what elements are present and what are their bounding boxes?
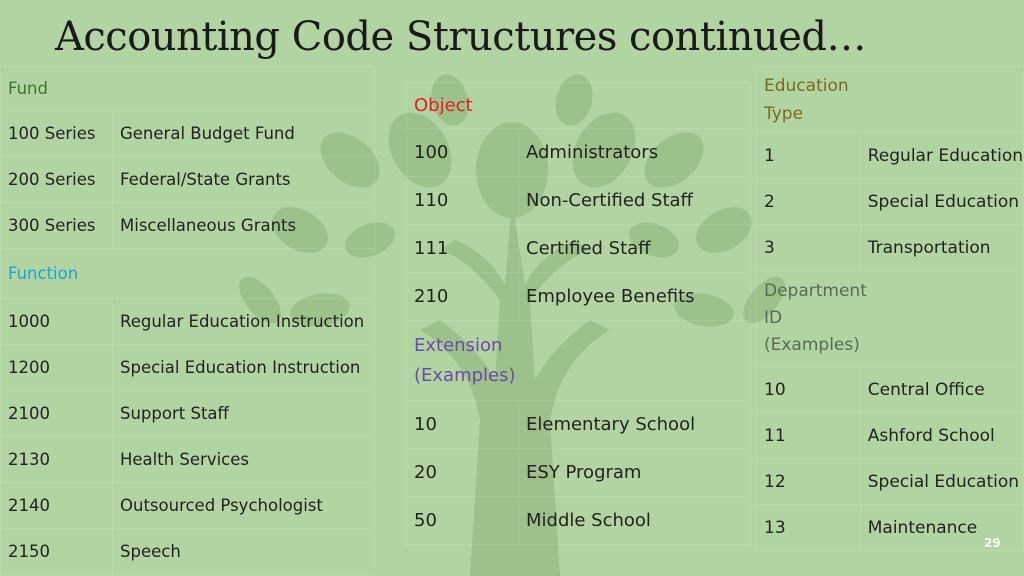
education-label: Transportation (860, 225, 1023, 271)
education-label: Special Education (860, 179, 1023, 225)
table-row (1, 299, 375, 345)
extension-code: 20 (407, 449, 519, 497)
department-label: Central Office (860, 367, 1023, 413)
page-title: Accounting Code Structures continued… (55, 14, 866, 60)
table-row (757, 367, 1024, 413)
department-header-line1: Department (764, 281, 867, 301)
table-row (1, 203, 375, 249)
table-row (407, 129, 751, 177)
function-label: Health Services (113, 437, 375, 483)
object-header: Object (407, 83, 751, 129)
fund-label: Federal/State Grants (113, 157, 375, 203)
object-code: 100 (407, 129, 519, 177)
extension-label: Elementary School (519, 401, 751, 449)
fund-header-row (1, 67, 375, 111)
department-code: 10 (757, 367, 861, 413)
table-row (757, 133, 1024, 179)
object-code: 210 (407, 273, 519, 321)
department-header-line2: ID (764, 308, 783, 328)
department-header-row (757, 271, 1024, 367)
extension-code: 50 (407, 497, 519, 545)
education-code: 3 (757, 225, 861, 271)
extension-header-line1: Extension (414, 334, 503, 356)
education-code: 1 (757, 133, 861, 179)
function-code: 1200 (1, 345, 113, 391)
object-code: 110 (407, 177, 519, 225)
object-extension-table (406, 82, 751, 545)
table-row (1, 345, 375, 391)
education-label: Regular Education (860, 133, 1023, 179)
fund-label: Miscellaneous Grants (113, 203, 375, 249)
education-header-line2: Type (764, 103, 804, 124)
extension-label: ESY Program (519, 449, 751, 497)
table-row (407, 401, 751, 449)
table-row (407, 497, 751, 545)
function-label: Special Education Instruction (113, 345, 375, 391)
department-code: 12 (757, 459, 861, 505)
department-header-line3: (Examples) (764, 335, 860, 355)
function-label: Support Staff (113, 391, 375, 437)
table-row (407, 225, 751, 273)
extension-header (407, 321, 751, 401)
object-label: Certified Staff (519, 225, 751, 273)
extension-header-line2: (Examples) (414, 364, 516, 386)
fund-header: Fund (1, 67, 375, 111)
table-row (407, 177, 751, 225)
function-header: Function (1, 249, 375, 299)
function-code: 2140 (1, 483, 113, 529)
function-header-row (1, 249, 375, 299)
function-code: 2100 (1, 391, 113, 437)
education-type-header (757, 67, 1024, 133)
object-code: 111 (407, 225, 519, 273)
page-number: 29 (984, 536, 1001, 550)
extension-code: 10 (407, 401, 519, 449)
table-row (1, 391, 375, 437)
education-code: 2 (757, 179, 861, 225)
object-label: Non-Certified Staff (519, 177, 751, 225)
fund-code: 300 Series (1, 203, 113, 249)
table-row (1, 437, 375, 483)
function-label: Outsourced Psychologist (113, 483, 375, 529)
function-label: Regular Education Instruction (113, 299, 375, 345)
function-label: Speech (113, 529, 375, 575)
department-header (757, 271, 1024, 367)
department-label: Special Education (860, 459, 1023, 505)
fund-function-table (0, 66, 375, 575)
table-row (1, 157, 375, 203)
function-code: 1000 (1, 299, 113, 345)
department-label: Ashford School (860, 413, 1023, 459)
education-header-line1: Education (764, 75, 849, 96)
education-header-row (757, 67, 1024, 133)
extension-header-row (407, 321, 751, 401)
object-label: Employee Benefits (519, 273, 751, 321)
table-row (407, 273, 751, 321)
table-row (1, 529, 375, 575)
object-header-row (407, 83, 751, 129)
fund-label: General Budget Fund (113, 111, 375, 157)
table-row (757, 413, 1024, 459)
education-department-table (756, 66, 1024, 551)
department-code: 13 (757, 505, 861, 551)
table-row (757, 225, 1024, 271)
extension-label: Middle School (519, 497, 751, 545)
table-row (407, 449, 751, 497)
table-row (757, 459, 1024, 505)
table-row (757, 179, 1024, 225)
object-label: Administrators (519, 129, 751, 177)
function-code: 2130 (1, 437, 113, 483)
table-row (1, 483, 375, 529)
fund-code: 200 Series (1, 157, 113, 203)
department-label: Maintenance (860, 505, 1023, 551)
function-code: 2150 (1, 529, 113, 575)
department-code: 11 (757, 413, 861, 459)
fund-code: 100 Series (1, 111, 113, 157)
table-row (1, 111, 375, 157)
